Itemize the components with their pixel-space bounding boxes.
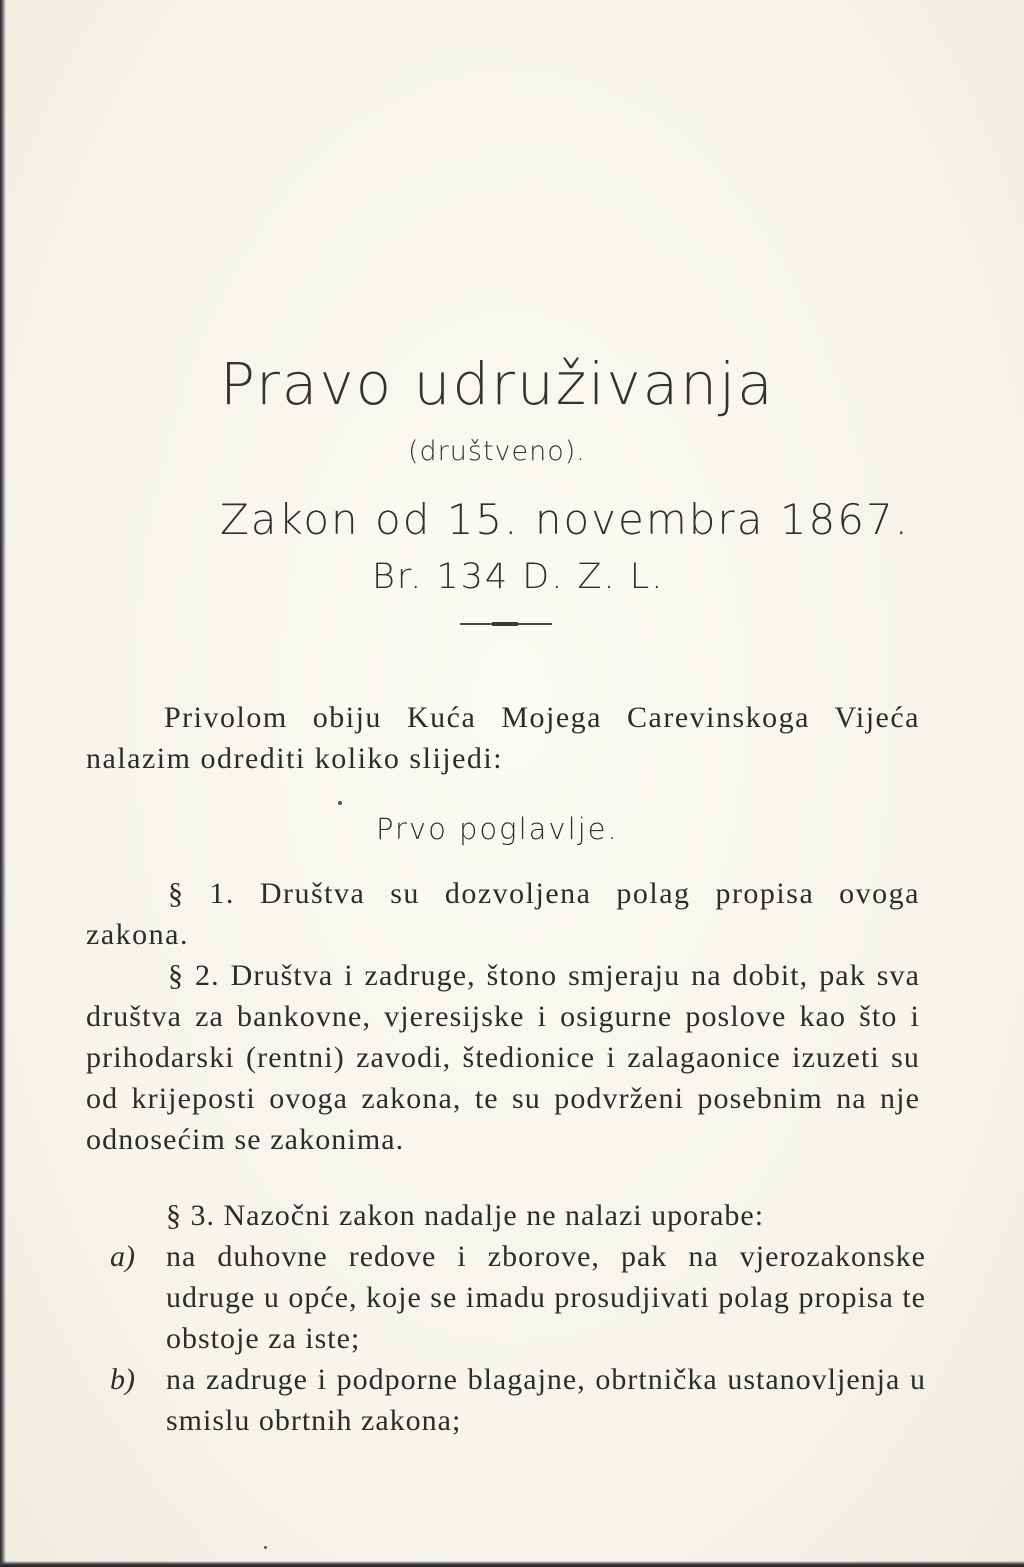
document-title: Pravo udruživanja (220, 350, 775, 418)
page-bottom-edge (0, 1561, 1024, 1567)
section-3-paragraph: § 3. Nazočni zakon nadalje ne nalazi uporabe: (166, 1199, 765, 1232)
page-left-edge (0, 0, 6, 1567)
item-a-marker: a) (110, 1240, 135, 1273)
chapter-heading: Prvo poglavlje. (376, 812, 619, 846)
ink-speck (264, 1546, 267, 1549)
document-subtitle: (društveno). (408, 436, 586, 467)
item-b-marker: b) (110, 1363, 135, 1396)
section-1-paragraph: § 1. Društva su dozvoljena polag propisa ovoga zakona. (86, 877, 920, 951)
intro-paragraph: Privolom obiju Kuća Mojega Carevinskoga Vijeća nalazim odrediti koliko slijedi: (86, 701, 920, 775)
law-reference: Br. 134 D. Z. L. (372, 557, 665, 597)
item-b-text: na zadruge i podporne blagajne, obrtnička ustanovljenja u smislu obrtnih zakona; (166, 1363, 926, 1437)
item-a-text: na duhovne redove i zborove, pak na vjerozakonske udruge u opće, koje se imadu prosudjivati polag propisa te obstoje za iste; (166, 1240, 926, 1355)
section-2-paragraph: § 2. Društva i zadruge, štono smjeraju na dobit, pak sva društva za bankovne, vjeresijske i osigurne poslove kao što i prihodarski (rentni) zavodi, štedionice i zalagaonice izuzeti su od krijeposti ovoga zakona, te su podvrženi posebnim na nje odnosećim se zakonima. (86, 959, 920, 1156)
title-divider (460, 623, 552, 625)
law-date-line: Zakon od 15. novembra 1867. (220, 495, 911, 544)
ink-speck (338, 801, 342, 805)
